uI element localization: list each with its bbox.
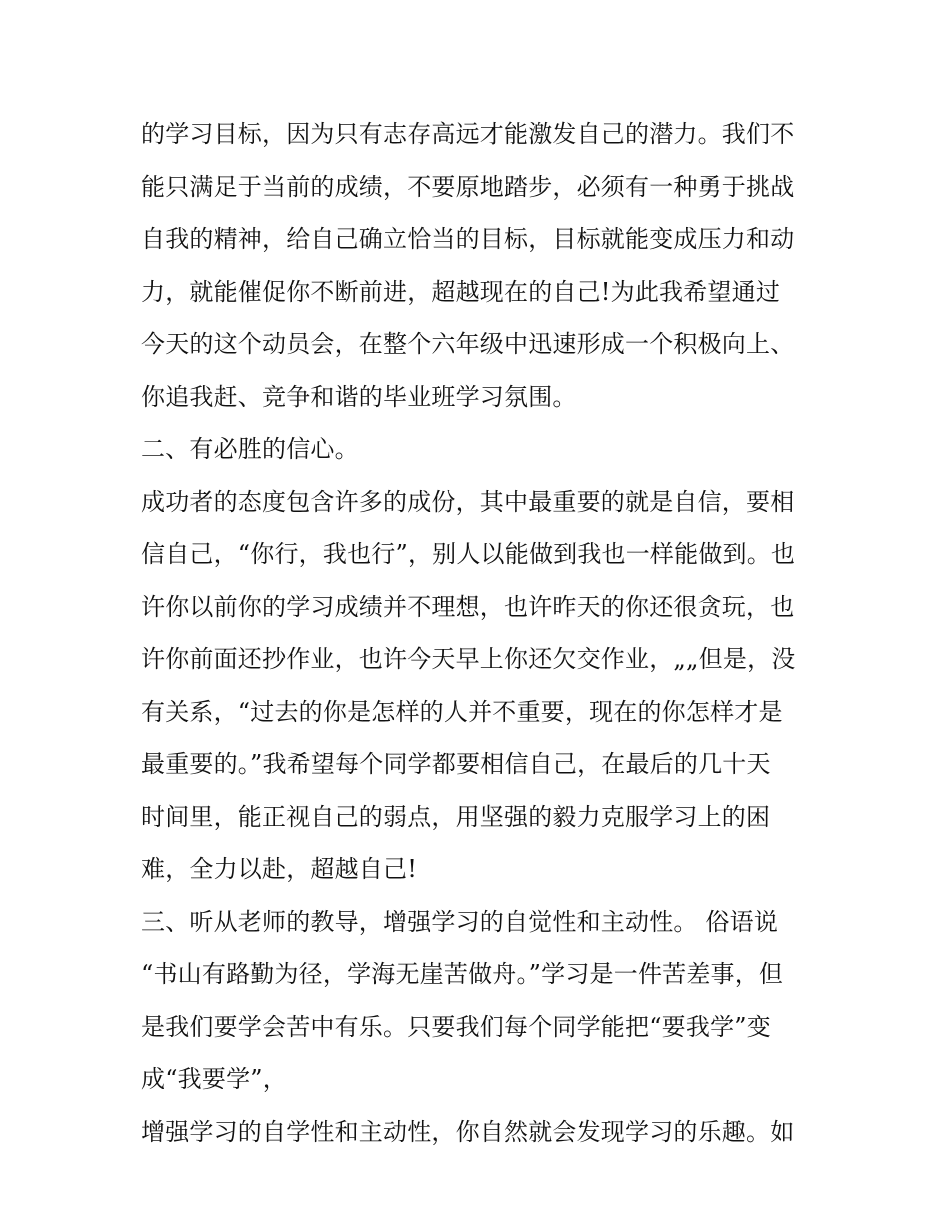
text-line: 成功者的态度包含许多的成份，其中最重要的就是自信，要相 xyxy=(141,487,795,516)
text-line: 有关系，“过去的你是怎样的人并不重要，现在的你怎样才是 xyxy=(141,697,783,726)
section-heading: 三、听从老师的教导，增强学习的自觉性和主动性。 俗语说 xyxy=(141,907,779,936)
text-line: 许你以前你的学习成绩并不理想，也许昨天的你还很贪玩，也 xyxy=(141,592,795,621)
text-line: 力，就能催促你不断前进，超越现在的自己!为此我希望通过 xyxy=(141,277,781,306)
text-line: 增强学习的自学性和主动性，你自然就会发现学习的乐趣。如 xyxy=(141,1117,795,1146)
text-line: 许你前面还抄作业，也许今天早上你还欠交作业，„„但是，没 xyxy=(141,645,796,673)
text-line: 今天的这个动员会，在整个六年级中迅速形成一个积极向上、 xyxy=(141,330,795,358)
text-line: 是我们要学会苦中有乐。只要我们每个同学能把“要我学”变 xyxy=(141,1012,771,1041)
document-body xyxy=(141,108,821,1158)
text-line: 时间里，能正视自己的弱点，用坚强的毅力克服学习上的困 xyxy=(141,802,771,831)
text-line: 最重要的。”我希望每个同学都要相信自己，在最后的几十天 xyxy=(141,750,771,778)
text-line: 的学习目标，因为只有志存高远才能激发自己的潜力。我们不 xyxy=(141,120,795,148)
text-line: 自我的精神，给自己确立恰当的目标，目标就能变成压力和动 xyxy=(141,225,795,253)
text-line: 难，全力以赴，超越自己! xyxy=(141,855,418,883)
text-line: 信自己，“你行，我也行”，别人以能做到我也一样能做到。也 xyxy=(141,540,796,568)
text-line: “书山有路勤为径，学海无崖苦做舟。”学习是一件苦差事，但 xyxy=(141,960,784,988)
section-heading: 二、有必胜的信心。 xyxy=(141,435,359,463)
text-line: 能只满足于当前的成绩，不要原地踏步，必须有一种勇于挑战 xyxy=(141,172,795,201)
text-line: 你追我赶、竞争和谐的毕业班学习氛围。 xyxy=(141,382,577,411)
text-line: 成“我要学”， xyxy=(141,1065,287,1093)
